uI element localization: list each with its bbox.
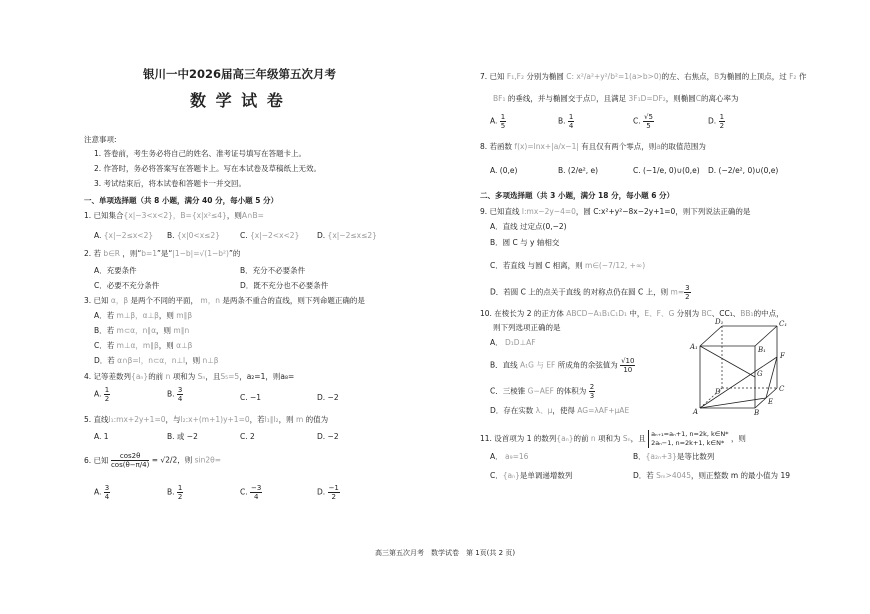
q4-option-d: D. −2 [317, 393, 339, 402]
question-4: 4. 记等差数列{aₙ}的前 n 项和为 Sₙ，且S₅=5，a₂=1，则a₈= [84, 372, 295, 381]
q2-option-d: D．既不充分也不必要条件 [240, 281, 329, 290]
q5-option-d: D. −2 [317, 432, 339, 441]
q8-option-a: A. (0,e) [490, 166, 518, 175]
q3-option-c: C．若 m⊥α，m∥β，则 α⊥β [94, 341, 193, 350]
cube-label: B [754, 409, 760, 416]
question-2: 2. 若 b∈R ，则“b=1”是“|1−b|=√(1−b²)”的 [84, 249, 241, 258]
q7-option-c: C. $\frac{√5}{5}$ [633, 113, 653, 130]
cube-label: E [768, 398, 774, 406]
cube-edge [700, 326, 722, 346]
q1-option-b: B. {x|0<x≤2} [167, 231, 220, 240]
section-heading: 二、多项选择题（共 3 小题，满分 18 分，每小题 6 分） [480, 191, 675, 200]
q9-option-d: D．若圆 C 上的点关于直线 的对称点仍在圆 C 上，则 m= $\frac{3}{2}$ [490, 284, 690, 301]
cube-label: C [779, 385, 785, 393]
cube-label: D₁ [715, 318, 724, 326]
cube-label: D [715, 388, 721, 396]
question-7: 7. 已知 F₁,F₂ 分别为椭圆 C: x²/a²+y²/b²=1(a>b>0)的左、右焦点，B为椭圆的上顶点，过 F₂ 作 [480, 72, 807, 81]
question-3: 3. 已知 α，β 是两个不同的平面， m，n 是两条不重合的直线，则下列命题正确的是 [84, 296, 365, 305]
question-7-line2: BF₁ 的垂线，并与椭圆交于点D，且满足 3F₁D=DF₂，则椭圆C的离心率为 [493, 94, 739, 103]
q11-option-b: B．{a₂ₙ+3}是等比数列 [633, 452, 715, 461]
q7-option-b: B. $\frac{1}{4}$ [558, 113, 574, 130]
q2-option-b: B．充分不必要条件 [240, 266, 306, 275]
q1-option-d: D. {x|−2≤x≤2} [317, 231, 377, 240]
q6-option-c: C. $\frac{-3}{4}$ [240, 484, 262, 501]
q10-option-a: A． D₁D⊥AF [490, 338, 536, 347]
notice-item: 2. 作答时，务必将答案写在答题卡上。写在本试卷及草稿纸上无效。 [94, 164, 322, 173]
page-footer: 高三第五次月考 数学试卷 第 1页(共 2 页) [375, 549, 516, 557]
question-10-line2: 则下列选项正确的是 [493, 323, 561, 332]
q6-option-b: B. $\frac{1}{2}$ [167, 484, 183, 501]
q5-option-a: A. 1 [94, 432, 109, 441]
question-8: 8. 若函数 f(x)=lnx+|a/x−1| 有且仅有两个零点，则a的取值范围为 [480, 142, 706, 151]
q9-option-c: C．若直线 与圆 C 相离，则 m∈(−7/12, +∞) [490, 261, 646, 270]
q3-option-a: A．若 m⊥β，α⊥β，则 m∥β [94, 311, 193, 320]
question-1: 1. 已知集合{x|−3<x<2}，B={x|x²≤4}，则A∩B= [84, 211, 264, 220]
section-heading: 一、单项选择题（共 8 小题，满分 40 分，每小题 5 分） [84, 196, 279, 205]
q8-option-b: B. (2/e², e) [558, 166, 599, 175]
q6-option-a: A. $\frac{3}{4}$ [94, 484, 110, 501]
q2-option-c: C．必要不充分条件 [94, 281, 160, 290]
q7-option-d: D. $\frac{1}{2}$ [708, 113, 725, 130]
q1-option-c: C. {x|−2<x<2} [240, 231, 300, 240]
q10-option-c: C．三棱锥 G−AEF 的体积为 $\frac{2}{3}$ [490, 383, 595, 400]
q11-option-d: D．若 Sₘ>4045，则正整数 m 的最小值为 19 [633, 471, 790, 480]
q10-option-b: B．直线 A₁G 与 EF 所成角的余弦值为 $\frac{√10}{10}$ [490, 357, 635, 374]
notice-item: 1. 答卷前，考生务必将自己的姓名、准考证号填写在答题卡上。 [94, 149, 307, 158]
question-6: 6. 已知 $\frac{\cos 2\theta}{\cos(\theta-\pi/4)}$ = √2/2，则 sin2θ= [84, 452, 222, 469]
q5-option-b: B. 或 −2 [167, 432, 198, 441]
q9-option-b: B．圆 C 与 y 轴相交 [490, 238, 560, 247]
cube-figure [680, 316, 790, 416]
segment-a-f [700, 357, 777, 408]
cube-label: A [693, 408, 699, 416]
q1-stem: 1. 已知集合 [84, 211, 124, 220]
notice-item: 3. 考试结束后，将本试卷和答题卡一并交回。 [94, 179, 247, 188]
q2-option-a: A．充要条件 [94, 266, 137, 275]
q10-option-d: D．存在实数 λ、μ，使得 AG=λAF+μAE [490, 406, 630, 415]
segment-a1-g [700, 346, 755, 377]
cube-label: G [757, 370, 763, 378]
subject-title: 数 学 试 卷 [190, 91, 285, 110]
question-11: 11. 设首项为 1 的数列{aₙ}的前 n 项和为 Sₙ，且 aₙ₊₁=aₙ+1, n=2k, k∈N* 2aₙ−1, n=2k+1, k∈N* ，则 [480, 430, 746, 447]
q11-option-a: A． a₉=16 [490, 452, 529, 461]
q1-stem-tail: ，则 [226, 211, 242, 220]
cube-edge [755, 326, 777, 346]
cube-label: B₁ [758, 346, 766, 354]
q9-option-a: A．直线 过定点(0,−2) [490, 222, 567, 231]
question-5: 5. 直线l₁:mx+2y+1=0，与l₂:x+(m+1)y+1=0，若l₁∥l₂，则 m 的值为 [84, 415, 329, 424]
cube-label: F [780, 352, 785, 360]
cube-label: A₁ [690, 343, 698, 351]
question-10: 10. 在棱长为 2 的正方体 ABCD−A₁B₁C₁D₁ 中，E、F、G 分别为 BC、CC₁、BB₁的中点， [480, 309, 784, 318]
q8-option-c: C. (−1/e, 0)∪(0,e) [633, 166, 700, 175]
q8-option-d: D. (−2/e², 0)∪(0,e) [708, 166, 779, 175]
notice-heading: 注意事项: [84, 135, 117, 144]
q3-option-d: D．若 α∩β=l，n⊂α，n⊥l，则 n⊥β [94, 356, 219, 365]
q11-option-c: C．{aₙ}是单调递增数列 [490, 471, 573, 480]
cube-label: C₁ [779, 320, 788, 328]
q4-option-b: B. $\frac{3}{4}$ [167, 386, 183, 403]
q3-option-b: B．若 m⊂α，n∥α，则 m∥n [94, 326, 190, 335]
exam-title: 银川一中2026届高三年级第五次月考 [143, 67, 337, 81]
q1-option-a: A. {x|−2≤x<2} [94, 231, 154, 240]
q6-option-d: D. $\frac{-1}{2}$ [317, 484, 339, 501]
q5-option-c: C. 2 [240, 432, 255, 441]
q4-option-c: C. −1 [240, 393, 262, 402]
q4-option-a: A. $\frac{1}{2}$ [94, 386, 110, 403]
question-9: 9. 已知直线 l:mx−2y−4=0，圆 C:x²+y²−8x−2y+1=0，则下列说法正确的是 [480, 207, 751, 216]
q7-option-a: A. $\frac{1}{5}$ [490, 113, 506, 130]
